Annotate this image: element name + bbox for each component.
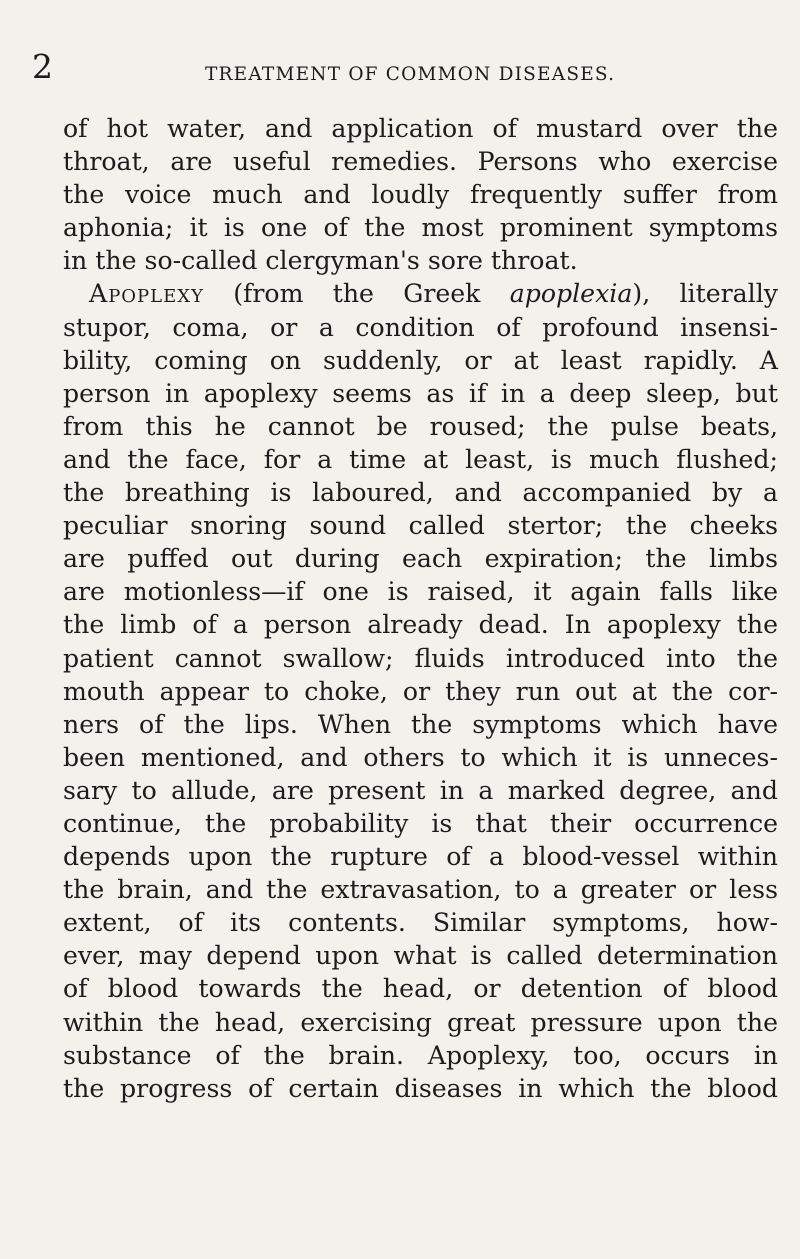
text-fragment: ), literally bbox=[632, 279, 778, 309]
text-line: the voice much and loudly frequently suffer from bbox=[63, 180, 778, 210]
text-line: bility, coming on suddenly, or at least rapidly. A bbox=[63, 345, 778, 375]
text-line: extent, of its contents. Similar symptoms, how- bbox=[63, 908, 778, 938]
greek-term: apoplexia bbox=[509, 279, 633, 309]
text-line: peculiar snoring sound called stertor; the cheeks bbox=[63, 511, 778, 541]
text-line: stupor, coma, or a condition of profound insensi- bbox=[63, 312, 778, 342]
text-line: the limb of a person already dead. In apoplexy the bbox=[63, 610, 778, 640]
text-line: aphonia; it is one of the most prominent symptoms bbox=[63, 213, 778, 243]
body-text bbox=[63, 112, 778, 1105]
text-line: of hot water, and application of mustard over the bbox=[63, 114, 778, 143]
text-line: are puffed out during each expiration; the limbs bbox=[63, 544, 778, 574]
text-line: and the face, for a time at least, is much flushed; bbox=[63, 444, 778, 474]
text-line: from this he cannot be roused; the pulse beats, bbox=[63, 411, 778, 441]
text-line: ever, may depend upon what is called determination bbox=[63, 941, 778, 971]
text-line: throat, are useful remedies. Persons who exercise bbox=[63, 147, 778, 177]
text-line: within the head, exercising great pressure upon the bbox=[63, 1007, 778, 1037]
page-number: 2 bbox=[32, 47, 53, 86]
text-fragment: (from the Greek bbox=[203, 279, 510, 309]
text-line: of blood towards the head, or detention of blood bbox=[63, 974, 778, 1004]
text-line: in the so-called clergyman's sore throat. bbox=[63, 246, 578, 276]
text-line: ners of the lips. When the symptoms which have bbox=[63, 709, 778, 739]
text-line: depends upon the rupture of a blood-vessel within bbox=[63, 842, 778, 872]
text-line: the progress of certain diseases in which the blood bbox=[63, 1073, 778, 1103]
text-line: mouth appear to choke, or they run out at the cor- bbox=[63, 676, 778, 706]
apoplexy-entry-first-line bbox=[63, 277, 778, 310]
text-line: substance of the brain. Apoplexy, too, occurs in bbox=[63, 1040, 778, 1070]
text-line: patient cannot swallow; fluids introduced into the bbox=[63, 643, 778, 673]
text-line: person in apoplexy seems as if in a deep sleep, but bbox=[63, 378, 778, 408]
entry-heading: Apoplexy bbox=[89, 279, 204, 309]
text-line: the brain, and the extravasation, to a greater or less bbox=[63, 875, 778, 905]
running-title: TREATMENT OF COMMON DISEASES. bbox=[205, 64, 616, 85]
text-line: continue, the probability is that their occurrence bbox=[63, 808, 778, 838]
text-line: the breathing is laboured, and accompanied by a bbox=[63, 478, 778, 508]
text-line: are motionless—if one is raised, it again falls like bbox=[63, 577, 778, 607]
text-line: been mentioned, and others to which it is unneces- bbox=[63, 742, 778, 772]
text-line: sary to allude, are present in a marked degree, and bbox=[63, 775, 778, 805]
